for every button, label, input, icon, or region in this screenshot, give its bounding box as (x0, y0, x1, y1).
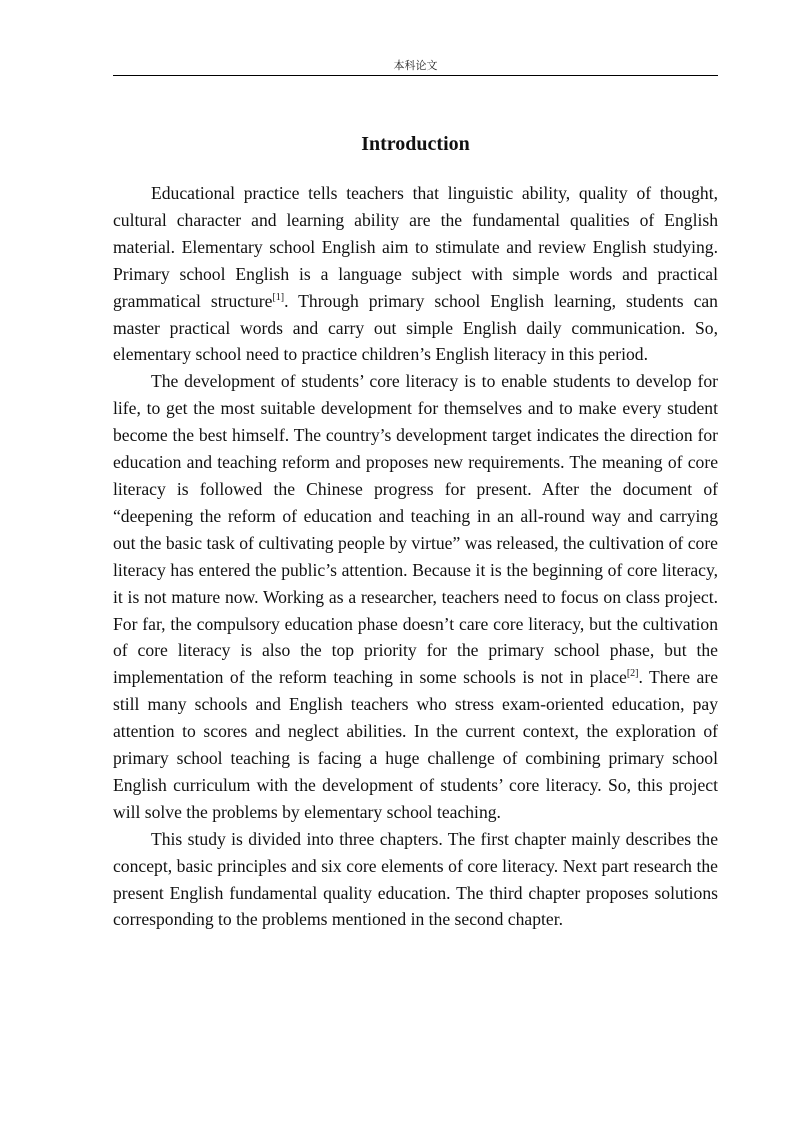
paragraph-1-text-continued: . Through primary school English learning, students can master practical words and carry out simple English daily communication. So, elementary school need to practice children’s English literacy in this period. (113, 290, 718, 365)
paragraph-2 (113, 368, 718, 825)
citation-2: [2] (626, 668, 639, 680)
paragraph-2-text: The development of students’ core literacy is to enable students to develop for life, to get the most suitable development for themselves and to make every student become the best himself. The country’s development target indicates the direction for education and teaching reform and proposes new requirements. The meaning of core literacy is followed the Chinese progress for present. After the document of “deepening the reform of education and teaching in an all-round way and carrying out the basic task of cultivating people by virtue” was released, the cultivation of core literacy has entered the public’s attention. Because it is the beginning of core literacy, it is not mature now. Working as a researcher, teachers need to focus on class project. For far, the compulsory education phase doesn’t care core literacy, but the cultivation of core literacy is also the top priority for the primary school phase, but the implementation of the reform teaching in some schools is not in place (113, 371, 718, 688)
section-title: Introduction (361, 133, 470, 155)
header-text: 本科论文 (393, 59, 438, 72)
page-header (113, 56, 718, 76)
citation-1: [1] (272, 291, 285, 303)
body-text (113, 180, 718, 933)
paragraph-1-text: Educational practice tells teachers that linguistic ability, quality of thought, cultural character and learning ability are the fundamental qualities of English material. Elementary school English aim to stimulate and review English studying. Primary school English is a language subject with simple words and practical grammatical structure (113, 183, 718, 311)
paragraph-1 (113, 180, 718, 368)
paragraph-2-text-continued: . There are still many schools and English teachers who stress exam-oriented education, pay attention to scores and neglect abilities. In the current context, the exploration of primary school teaching is facing a huge challenge of combining primary school English curriculum with the development of students’ core literacy. So, this project will solve the problems by elementary school teaching. (113, 667, 718, 822)
paragraph-3: This study is divided into three chapters. The first chapter mainly describes the concept, basic principles and six core elements of core literacy. Next part research the present English fundamental quality education. The third chapter proposes solutions corresponding to the problems mentioned in the second chapter. (113, 828, 718, 930)
